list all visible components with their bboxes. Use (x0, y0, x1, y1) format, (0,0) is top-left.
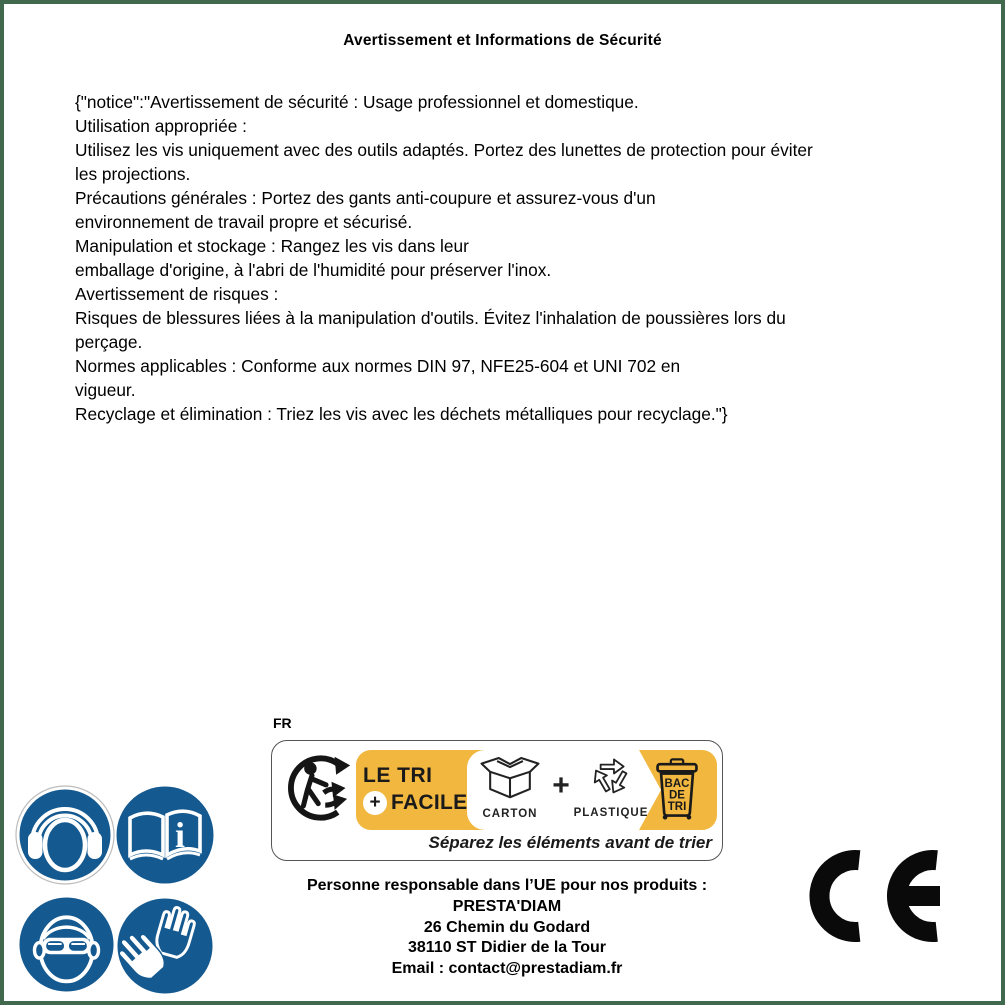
recycling-loop-icon (584, 752, 638, 801)
tri-tagline: Séparez les éléments avant de trier (428, 833, 712, 852)
notice-line: Précautions générales : Portez des gants anti-coupure et assurez-vous d'un (75, 188, 656, 208)
materials-plus-sign: + (552, 769, 570, 802)
le-tri-facile-badge (363, 764, 468, 815)
notice-line: {"notice":"Avertissement de sécurité : Usage professionnel et domestique. (75, 92, 639, 112)
svg-text:i: i (175, 815, 186, 855)
safety-notice-text (75, 90, 955, 426)
info-tri-banner (271, 740, 723, 861)
page-title: Avertissement et Informations de Sécurité (343, 32, 662, 49)
address-line: 38110 ST Didier de la Tour (408, 939, 606, 957)
material-carton (470, 752, 550, 820)
email-line: Email : contact@prestadiam.fr (391, 960, 623, 978)
address-line: 26 Chemin du Godard (423, 918, 591, 936)
notice-line: Utilisation appropriée : (75, 116, 247, 136)
plus-badge-icon: + (363, 791, 387, 815)
le-tri-text: LE TRI (363, 764, 433, 787)
svg-text:BAC: BAC (664, 778, 690, 791)
notice-line: Avertissement de risques : (75, 284, 279, 304)
notice-line: Recyclage et élimination : Triez les vis avec les déchets métalliques pour recyclage."} (75, 404, 728, 424)
notice-line: Utilisez les vis uniquement avec des outils adaptés. Portez des lunettes de protection pour éviter (75, 140, 813, 160)
svg-text:DE: DE (669, 789, 685, 802)
hand-protection-icon (116, 897, 214, 995)
facile-text: FACILE (391, 791, 468, 814)
carton-box-icon (477, 752, 543, 802)
notice-line: vigueur. (75, 380, 136, 400)
sorting-bin-icon (654, 756, 700, 822)
triman-icon (280, 748, 358, 828)
responsible-person-block (256, 876, 758, 980)
notice-line: emballage d'origine, à l'abri de l'humidité pour préserver l'inox. (75, 260, 552, 280)
notice-line: environnement de travail propre et sécurisé. (75, 212, 413, 232)
svg-text:TRI: TRI (667, 801, 687, 814)
material-plastique (568, 752, 654, 819)
notice-line: Manipulation et stockage : Rangez les vis dans leur (75, 236, 469, 256)
plastique-label: PLASTIQUE (573, 807, 649, 819)
ce-marking-icon (803, 846, 943, 946)
country-code-label: FR (273, 715, 292, 731)
responsible-line: Personne responsable dans l’UE pour nos produits : (306, 877, 708, 894)
hearing-protection-icon (15, 785, 115, 885)
notice-line: les projections. (75, 164, 191, 184)
notice-line: Normes applicables : Conforme aux normes DIN 97, NFE25-604 et UNI 702 en (75, 356, 681, 376)
eye-protection-icon (18, 896, 115, 993)
company-name: PRESTA'DIAM (452, 897, 562, 915)
read-manual-icon (115, 785, 215, 885)
carton-label: CARTON (482, 808, 538, 820)
notice-line: Risques de blessures liées à la manipulation d'outils. Évitez l'inhalation de poussières lors du (75, 308, 786, 328)
notice-line: perçage. (75, 332, 143, 352)
